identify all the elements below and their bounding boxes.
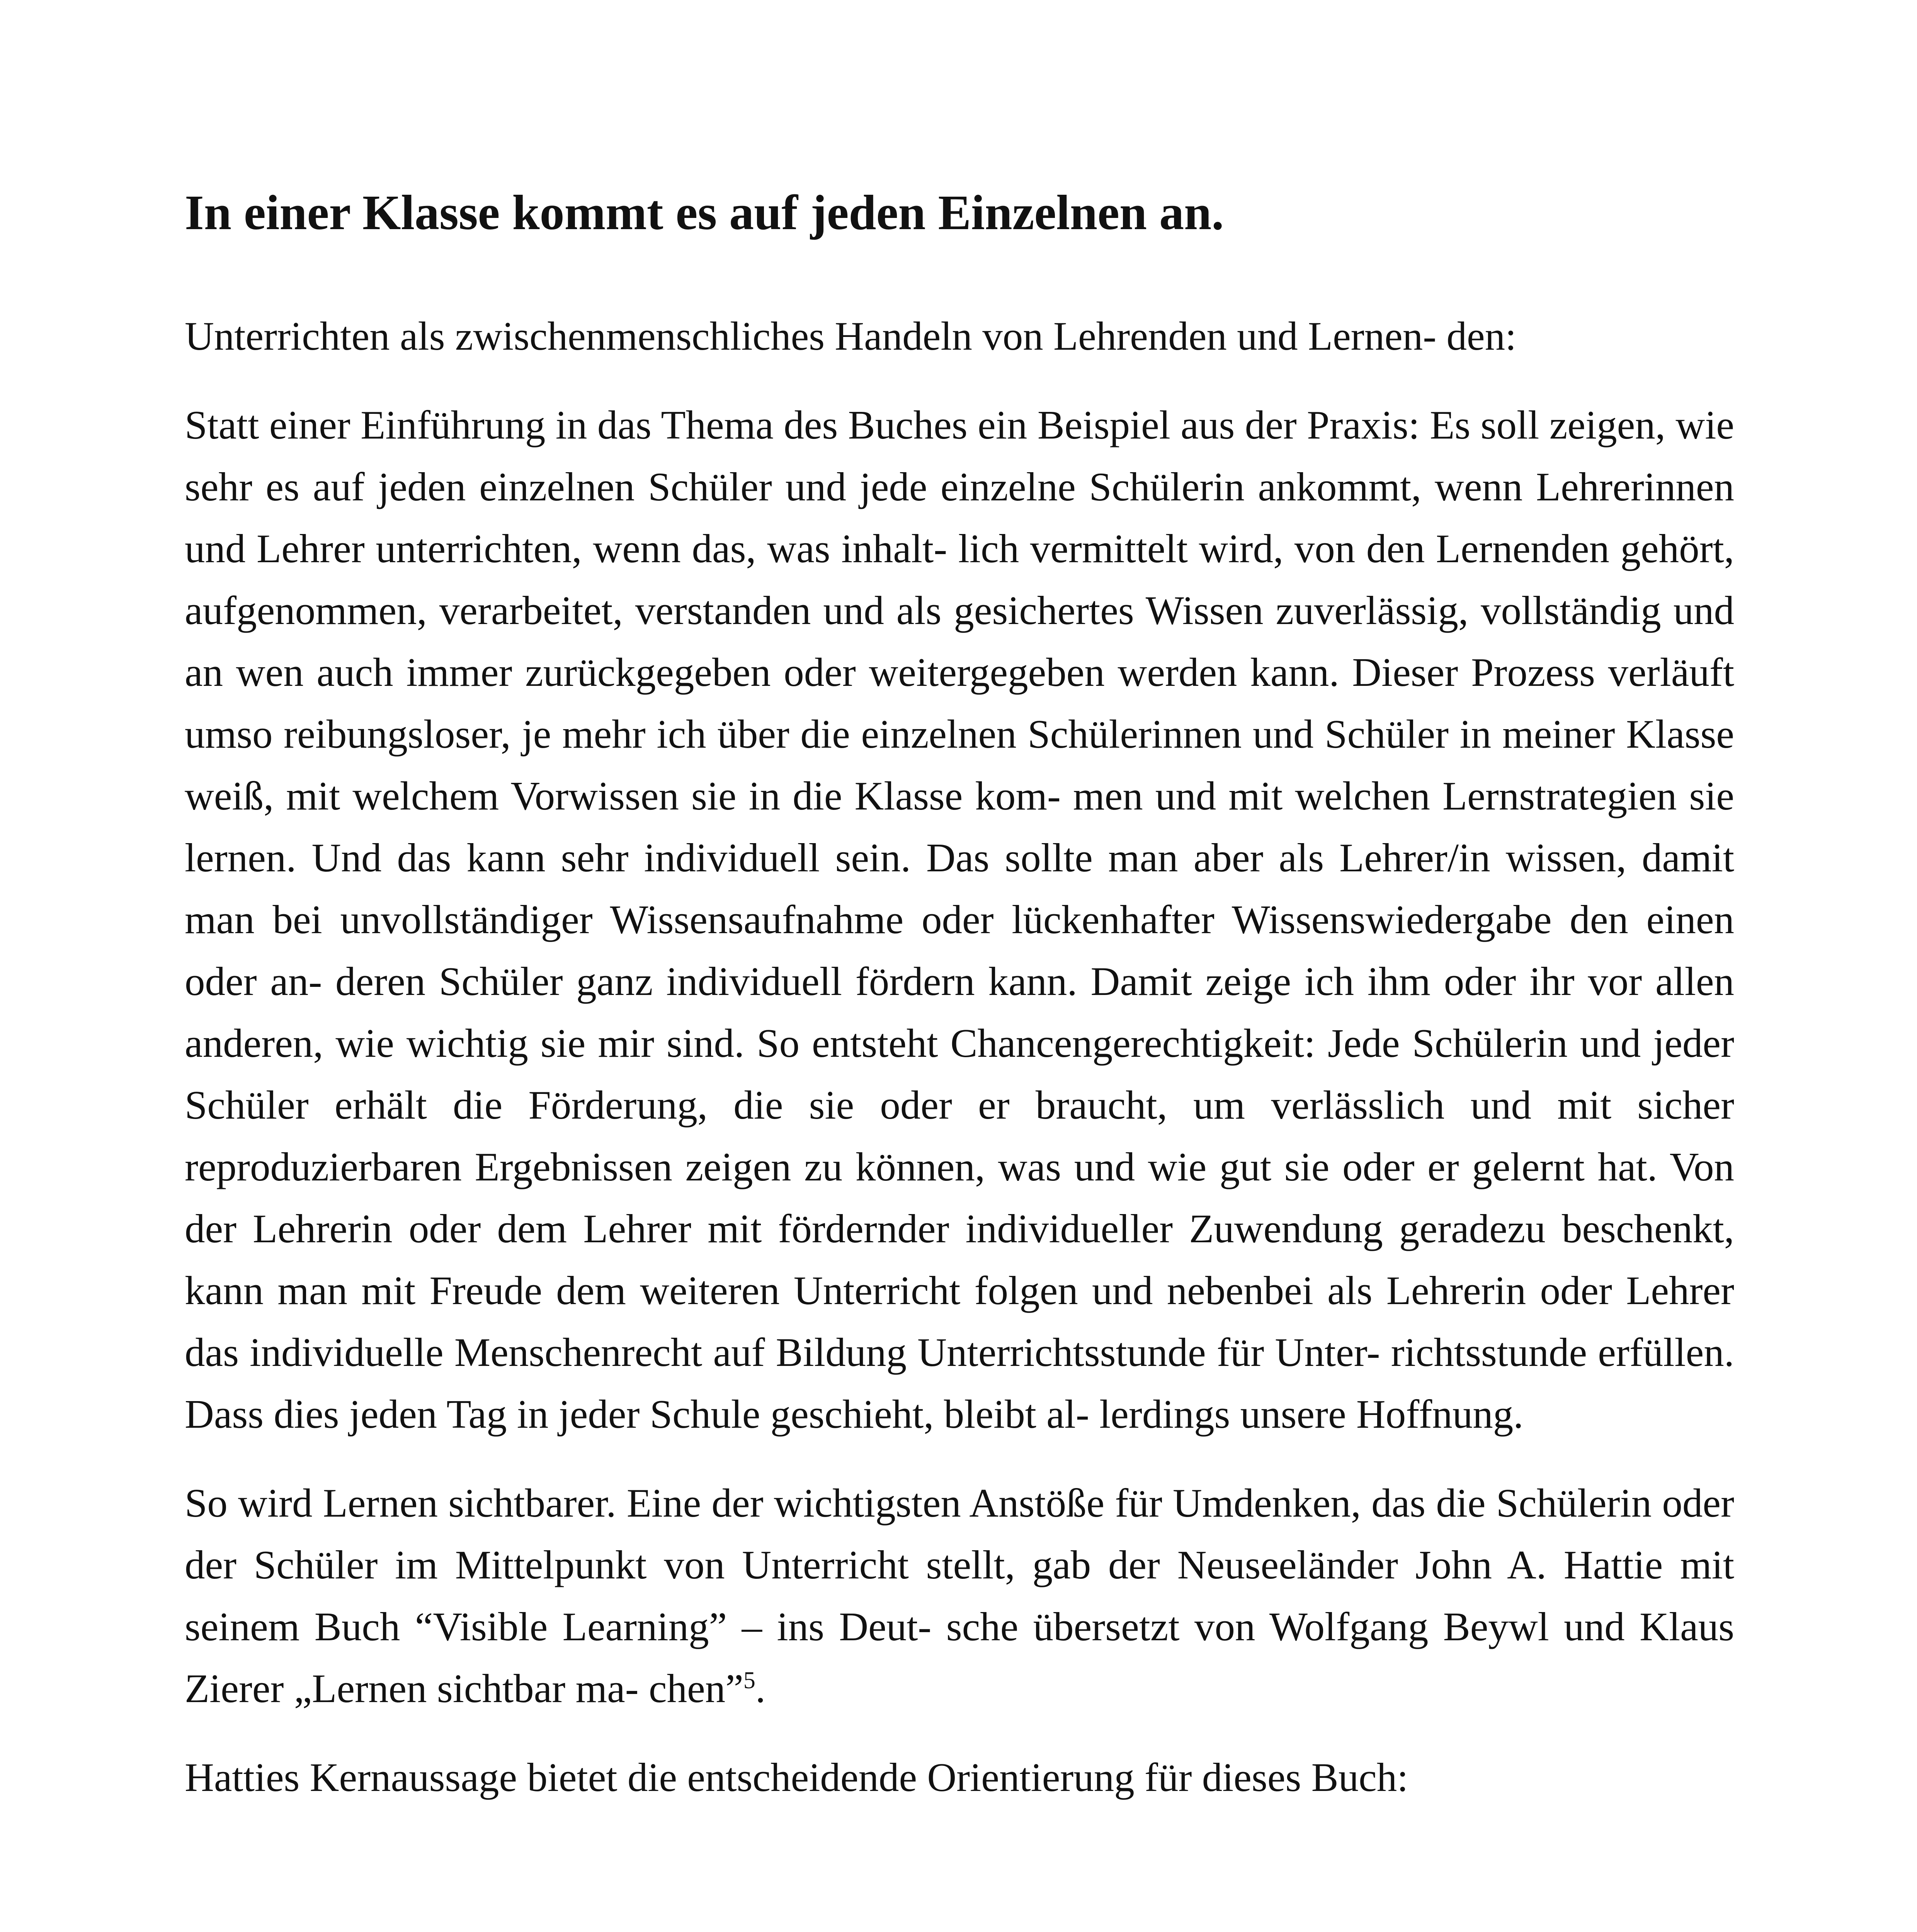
paragraph-hattie-suffix: .: [755, 1666, 766, 1711]
paragraph-hattie-text: So wird Lernen sichtbarer. Eine der wichtigsten Anstöße für Umdenken, das die Schülerin oder der Schüler im Mittelpunkt von Unterricht stellt, gab der Neuseeländer John A. Hattie mit seinem Buch “Visible Learning” – ins Deut- sche übersetzt von Wolfgang Beywl und Klaus Zierer „Lernen sichtbar ma- chen”: [185, 1480, 1734, 1711]
paragraph-intro: Unterrichten als zwischenmenschliches Handeln von Lehrenden und Lernen- den:: [185, 313, 1517, 359]
section-heading: In einer Klasse kommt es auf jeden Einzelnen an.: [185, 185, 1224, 240]
footnote-reference[interactable]: 5: [743, 1667, 755, 1694]
body-text: [185, 305, 1734, 1835]
paragraph-core-statement: Hatties Kernaussage bietet die entscheidende Orientierung für dieses Buch:: [185, 1755, 1408, 1800]
paragraph-hattie: [185, 1472, 1734, 1719]
paragraph-example: Statt einer Einführung in das Thema des Buches ein Beispiel aus der Praxis: Es soll zeigen, wie sehr es auf jeden einzelnen Schüler und jede einzelne Schülerin ankommt, wenn Lehrerinnen und Lehrer unterrichten, wenn das, was inhalt- lich vermittelt wird, von den Lernenden gehört, aufgenommen, verarbeitet, verstanden und als gesichertes Wissen zuverlässig, vollständig und an wen auch immer zurückgegeben oder weitergegeben werden kann. Dieser Prozess verläuft umso reibungsloser, je mehr ich über die einzelnen Schülerinnen und Schüler in meiner Klasse weiß, mit welchem Vorwissen sie in die Klasse kom- men und mit welchen Lernstrategien sie lernen. Und das kann sehr individuell sein. Das sollte man aber als Lehrer/in wissen, damit man bei unvollständiger Wissensaufnahme oder lückenhafter Wissenswiedergabe den einen oder an- deren Schüler ganz individuell fördern kann. Damit zeige ich ihm oder ihr vor allen anderen, wie wichtig sie mir sind. So entsteht Chancengerechtigkeit: Jede Schülerin und jeder Schüler erhält die Förderung, die sie oder er braucht, um verlässlich und mit sicher reproduzierbaren Ergebnissen zeigen zu können, was und wie gut sie oder er gelernt hat. Von der Lehrerin oder dem Lehrer mit fördernder individueller Zuwendung geradezu beschenkt, kann man mit Freude dem weiteren Unterricht folgen und nebenbei als Lehrerin oder Lehrer das individuelle Menschenrecht auf Bildung Unterrichtsstunde für Unter- richtsstunde erfüllen. Dass dies jeden Tag in jeder Schule geschieht, bleibt al- lerdings unsere Hoffnung.: [185, 402, 1734, 1437]
